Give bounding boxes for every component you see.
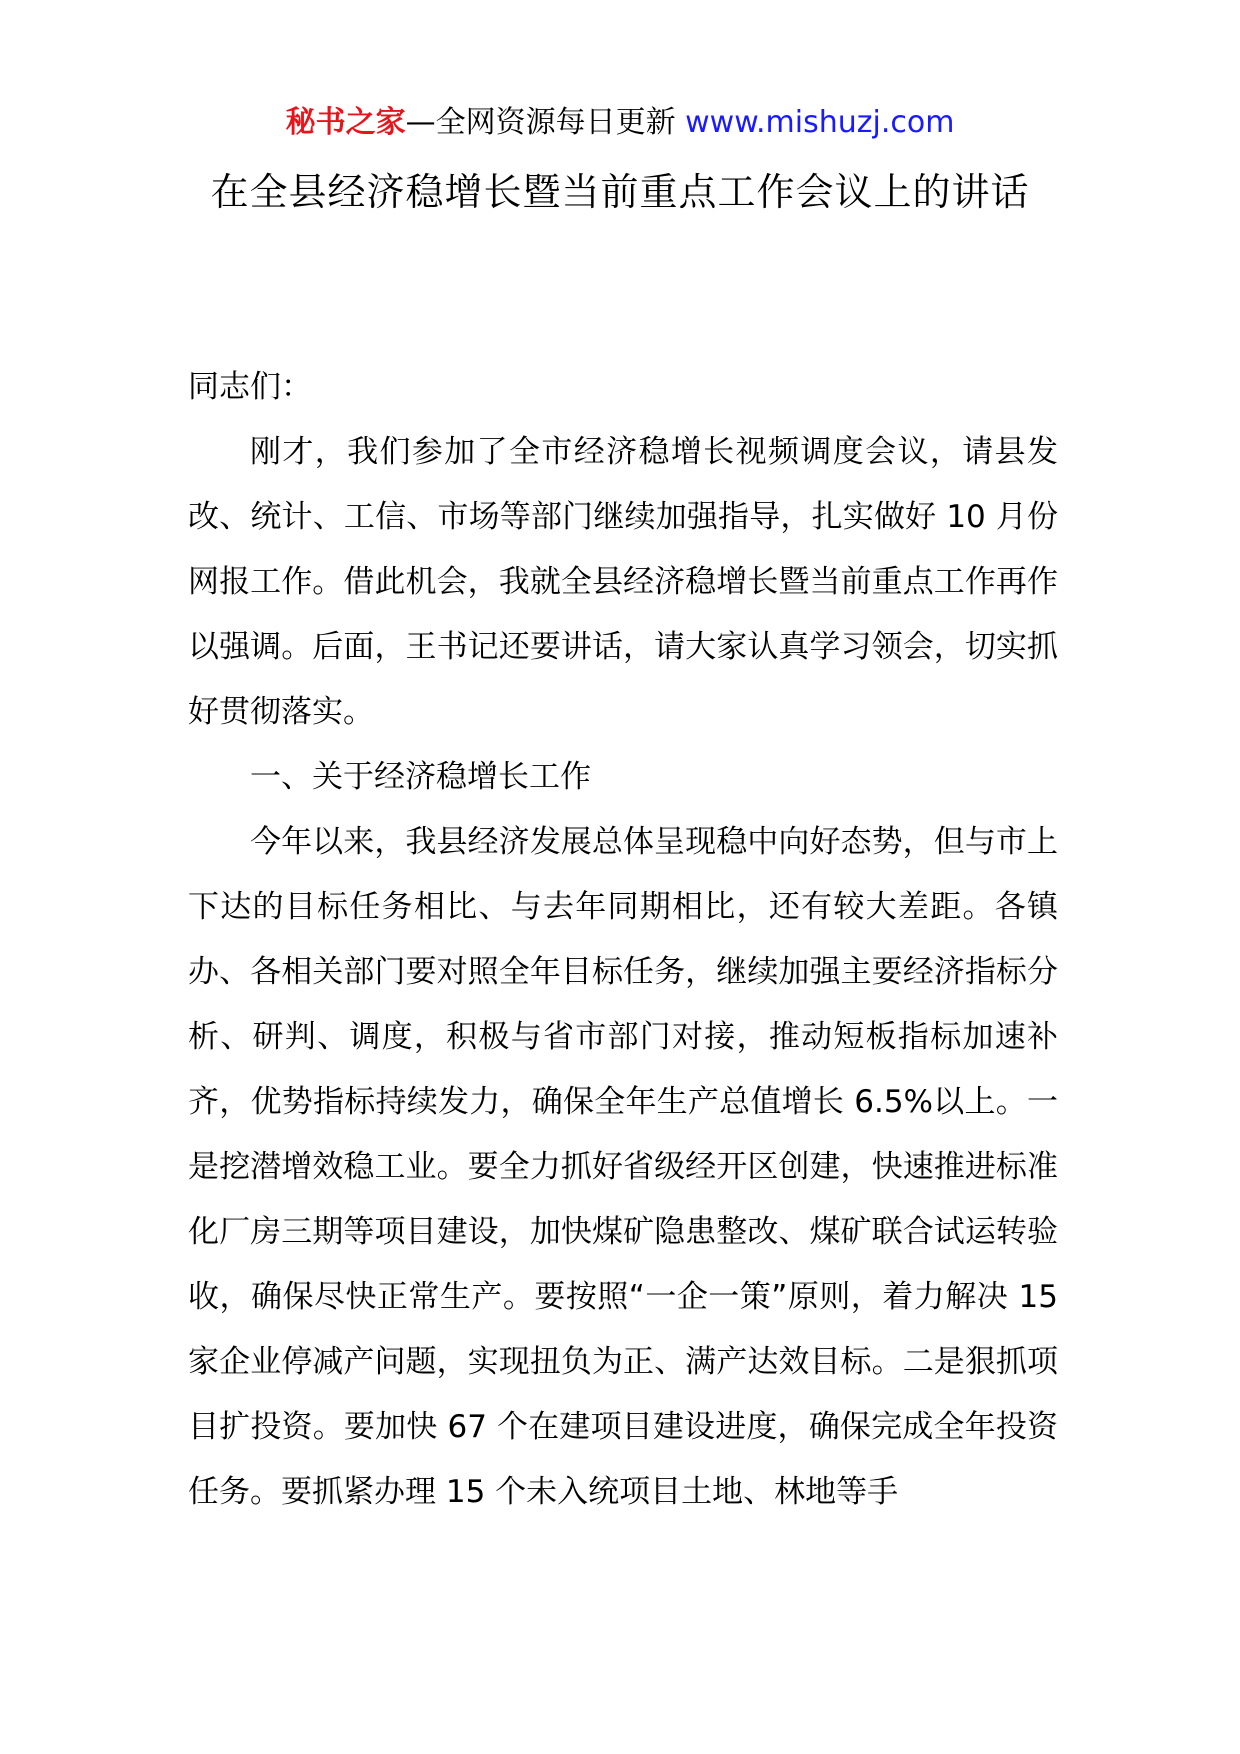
section-paragraph: 今年以来，我县经济发展总体呈现稳中向好态势，但与市上下达的目标任务相比、与去年同期相比，还有较大差距。各镇办、各相关部门要对照全年目标任务，继续加强主要经济指标分析、研判、调度，积极与省市部门对接，推动短板指标加速补齐，优势指标持续发力，确保全年生产总值增长 6.5%以上。一是挖潜增效稳工业。要全力抓好省级经开区创建，快速推进标准化厂房三期等项目建设，加快煤矿隐患整改、煤矿联合试运转验收，确保尽快正常生产。要按照“一企一策”原则，着力解决 15 家企业停减产问题，实现扭负为正、满产达效目标。二是狠抓项目扩投资。要加快 67 个在建项目建设进度，确保完成全年投资任务。要抓紧办理 15 个未入统项目土地、林地等手 — [188, 824, 1058, 1510]
intro-paragraph: 刚才，我们参加了全市经济稳增长视频调度会议，请县发改、统计、工信、市场等部门继续加强指导，扎实做好 10 月份网报工作。借此机会，我就全县经济稳增长暨当前重点工作再作以强调。后面，王书记还要讲话，请大家认真学习领会，切实抓好贯彻落实。 — [188, 434, 1058, 730]
site-url-link[interactable]: www.mishuzj.com — [685, 105, 955, 140]
header-tagline: —全网资源每日更新 — [405, 105, 686, 140]
salutation: 同志们： — [188, 369, 312, 405]
site-header — [0, 100, 1240, 146]
document-title: 在全县经济稳增长暨当前重点工作会议上的讲话 — [210, 170, 1030, 214]
document-body — [188, 355, 1058, 1525]
brand-name: 秘书之家 — [285, 105, 406, 140]
section-heading: 一、关于经济稳增长工作 — [250, 759, 591, 795]
